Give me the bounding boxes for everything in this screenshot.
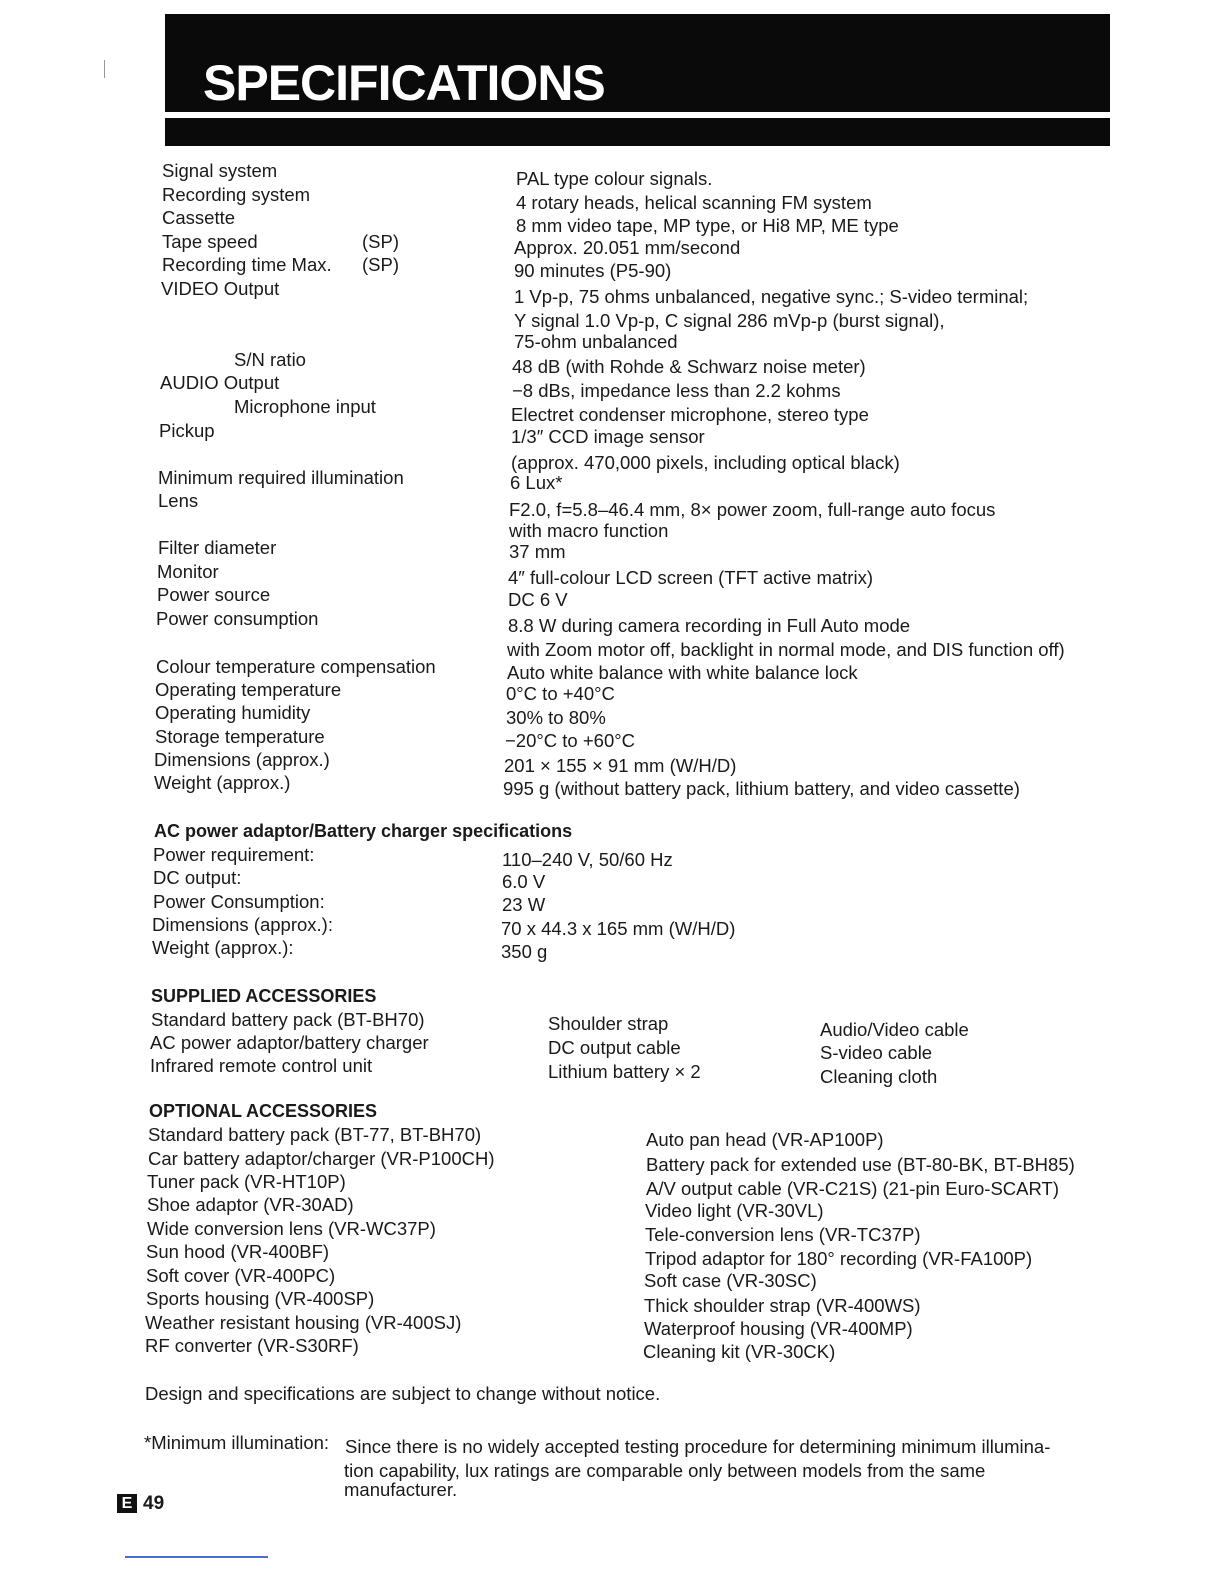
- spec-value: 6.0 V: [502, 871, 546, 892]
- list-item: Auto pan head (VR-AP100P): [646, 1129, 884, 1150]
- spec-label: Weight (approx.): [154, 772, 291, 793]
- spec-value: −8 dBs, impedance less than 2.2 kohms: [512, 380, 841, 401]
- spec-value: Auto white balance with white balance lock: [507, 662, 858, 683]
- spec-label: VIDEO Output: [161, 278, 280, 299]
- spec-value: 4″ full-colour LCD screen (TFT active matrix): [508, 567, 873, 588]
- footnote-text: Since there is no widely accepted testing procedure for determining minimum illumina-: [345, 1436, 1051, 1457]
- footnote-text: manufacturer.: [344, 1479, 458, 1500]
- language-badge: E: [117, 1494, 137, 1513]
- spec-value: 0°C to +40°C: [506, 683, 615, 704]
- spec-label: DC output:: [153, 867, 242, 888]
- list-item: Sports housing (VR-400SP): [146, 1288, 375, 1309]
- spec-value: 8.8 W during camera recording in Full Auto mode: [508, 615, 911, 636]
- spec-value: 90 minutes (P5-90): [514, 260, 672, 281]
- spec-label: Cassette: [162, 207, 236, 228]
- header-rule: [165, 118, 1110, 146]
- optional-accessories-heading: OPTIONAL ACCESSORIES: [149, 1101, 378, 1121]
- spec-value: 70 x 44.3 x 165 mm (W/H/D): [501, 918, 736, 939]
- spec-label: S/N ratio: [234, 349, 306, 370]
- spec-label: Power source: [157, 584, 271, 605]
- spec-value: 110–240 V, 50/60 Hz: [502, 849, 673, 870]
- margin-mark: [104, 60, 105, 78]
- list-item: Soft case (VR-30SC): [644, 1270, 817, 1291]
- footnote-text: tion capability, lux ratings are comparable only between models from the same: [344, 1460, 986, 1481]
- spec-value: 6 Lux*: [510, 472, 563, 493]
- list-item: Infrared remote control unit: [150, 1055, 373, 1076]
- notice-text: Design and specifications are subject to change without notice.: [145, 1383, 661, 1404]
- list-item: Tele-conversion lens (VR-TC37P): [645, 1224, 921, 1245]
- spec-label: Monitor: [157, 561, 219, 582]
- spec-label: Colour temperature compensation: [156, 656, 436, 677]
- spec-value: (approx. 470,000 pixels, including optical black): [511, 452, 900, 473]
- spec-mode: (SP): [362, 231, 399, 252]
- list-item: Cleaning cloth: [820, 1066, 938, 1087]
- spec-mode: (SP): [362, 254, 399, 275]
- spec-label: Pickup: [159, 420, 215, 441]
- spec-label: Weight (approx.):: [152, 937, 294, 958]
- list-item: DC output cable: [548, 1037, 681, 1058]
- list-item: AC power adaptor/battery charger: [150, 1032, 429, 1053]
- spec-label: AUDIO Output: [160, 372, 280, 393]
- spec-label: Operating humidity: [155, 702, 311, 723]
- list-item: Lithium battery × 2: [548, 1061, 701, 1082]
- spec-value: with macro function: [509, 520, 669, 541]
- spec-label: Tape speed: [162, 231, 258, 252]
- list-item: Battery pack for extended use (BT-80-BK, BT-BH85): [646, 1154, 1075, 1175]
- list-item: Soft cover (VR-400PC): [146, 1265, 336, 1286]
- list-item: Tripod adaptor for 180° recording (VR-FA100P): [645, 1248, 1033, 1269]
- spec-label: Recording time Max.: [162, 254, 332, 275]
- list-item: Cleaning kit (VR-30CK): [643, 1341, 836, 1362]
- spec-value: Y signal 1.0 Vp-p, C signal 286 mVp-p (burst signal),: [514, 310, 945, 331]
- spec-value: 48 dB (with Rohde & Schwarz noise meter): [512, 356, 866, 377]
- spec-label: Dimensions (approx.): [154, 749, 330, 770]
- list-item: A/V output cable (VR-C21S) (21-pin Euro-SCART): [646, 1178, 1059, 1199]
- list-item: Car battery adaptor/charger (VR-P100CH): [148, 1148, 495, 1169]
- spec-value: PAL type colour signals.: [516, 168, 713, 189]
- spec-value: 30% to 80%: [506, 707, 606, 728]
- spec-value: 1 Vp-p, 75 ohms unbalanced, negative sync.; S-video terminal;: [514, 286, 1029, 307]
- spec-value: 8 mm video tape, MP type, or Hi8 MP, ME type: [516, 215, 899, 236]
- spec-value: 350 g: [501, 941, 548, 962]
- supplied-accessories-heading: SUPPLIED ACCESSORIES: [151, 986, 377, 1006]
- list-item: S-video cable: [820, 1042, 933, 1063]
- list-item: Standard battery pack (BT-77, BT-BH70): [148, 1124, 482, 1145]
- spec-label: Recording system: [162, 184, 311, 205]
- spec-label: Minimum required illumination: [158, 467, 404, 488]
- spec-label: Operating temperature: [155, 679, 342, 700]
- list-item: Sun hood (VR-400BF): [146, 1241, 330, 1262]
- spec-value: DC 6 V: [508, 589, 568, 610]
- spec-value: Electret condenser microphone, stereo type: [511, 404, 869, 425]
- ac-adaptor-heading: AC power adaptor/Battery charger specifications: [154, 821, 573, 841]
- spec-label: Power Consumption:: [153, 891, 325, 912]
- spec-value: 37 mm: [509, 541, 566, 562]
- spec-label: Filter diameter: [158, 537, 277, 558]
- list-item: Shoulder strap: [548, 1013, 669, 1034]
- spec-label: Storage temperature: [155, 726, 325, 747]
- spec-value: −20°C to +60°C: [505, 730, 635, 751]
- spec-label: Power consumption: [156, 608, 319, 629]
- spec-label: Dimensions (approx.):: [152, 914, 333, 935]
- list-item: RF converter (VR-S30RF): [145, 1335, 359, 1356]
- spec-value: 995 g (without battery pack, lithium battery, and video cassette): [503, 778, 1020, 799]
- spec-value: 23 W: [502, 894, 546, 915]
- spec-label: Power requirement:: [153, 844, 315, 865]
- page-title: SPECIFICATIONS: [203, 55, 605, 111]
- spec-label: Lens: [158, 490, 199, 511]
- spec-value: with Zoom motor off, backlight in normal mode, and DIS function off): [507, 639, 1065, 660]
- list-item: Standard battery pack (BT-BH70): [151, 1009, 425, 1030]
- spec-value: 75-ohm unbalanced: [514, 331, 678, 352]
- list-item: Weather resistant housing (VR-400SJ): [145, 1312, 462, 1333]
- spec-label: Signal system: [162, 160, 278, 181]
- footnote-label: *Minimum illumination:: [144, 1432, 330, 1453]
- spec-label: Microphone input: [234, 396, 376, 417]
- spec-value: 201 × 155 × 91 mm (W/H/D): [504, 755, 737, 776]
- spec-value: F2.0, f=5.8–46.4 mm, 8× power zoom, full-range auto focus: [509, 499, 996, 520]
- list-item: Shoe adaptor (VR-30AD): [147, 1194, 354, 1215]
- list-item: Thick shoulder strap (VR-400WS): [644, 1295, 921, 1316]
- spec-value: 4 rotary heads, helical scanning FM system: [516, 192, 872, 213]
- spec-value: Approx. 20.051 mm/second: [514, 237, 741, 258]
- page-header: [165, 14, 1110, 112]
- list-item: Waterproof housing (VR-400MP): [644, 1318, 913, 1339]
- list-item: Audio/Video cable: [820, 1019, 969, 1040]
- bottom-rule: [125, 1556, 268, 1558]
- list-item: Video light (VR-30VL): [645, 1200, 824, 1221]
- spec-value: 1/3″ CCD image sensor: [511, 426, 705, 447]
- page-number: 49: [143, 1493, 165, 1514]
- list-item: Wide conversion lens (VR-WC37P): [147, 1218, 436, 1239]
- list-item: Tuner pack (VR-HT10P): [147, 1171, 346, 1192]
